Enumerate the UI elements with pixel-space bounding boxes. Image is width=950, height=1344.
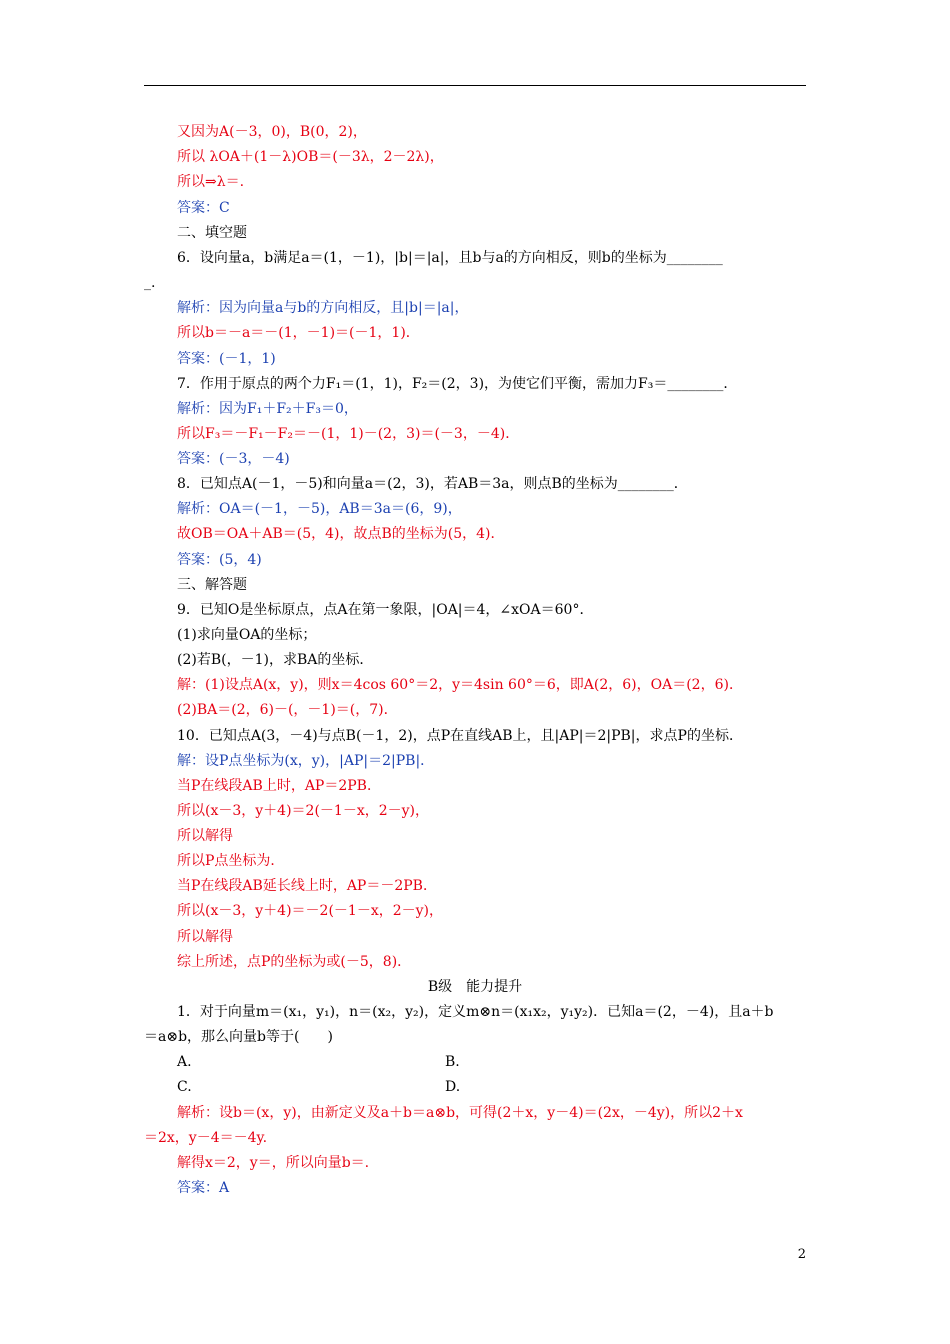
section-heading: 二、填空题 (177, 225, 247, 241)
solution-line: 所以解得 (177, 929, 233, 945)
question-line: 7．作用于原点的两个力F₁＝(1，1)，F₂＝(2，3)，为使它们平衡，需加力F₃＝________． (177, 376, 738, 392)
solution-line: 解析：OA＝(－1，－5)，AB＝3a＝(6，9)， (177, 501, 462, 517)
solution-line: 解析：因为向量a与b的方向相反，且|b|＝|a|， (177, 300, 469, 316)
text-line: 所以 λOA＋(1－λ)OB＝(－3λ，2－2λ)， (177, 149, 444, 165)
option-a: A. (177, 1054, 192, 1070)
question-line: 10．已知点A(3，－4)与点B(－1，2)，点P在直线AB上，且|AP|＝2|PB|，求点P的坐标． (177, 728, 743, 744)
header-rule (144, 85, 806, 86)
question-line: 9．已知O是坐标原点，点A在第一象限，|OA|＝4，∠xOA＝60°． (177, 602, 594, 618)
solution-line: 故OB＝OA＋AB＝(5，4)，故点B的坐标为(5，4)． (177, 526, 505, 542)
solution-line: 所以P点坐标为． (177, 853, 285, 869)
solution-line: 解：设P点坐标为(x，y)，|AP|＝2|PB|． (177, 753, 435, 769)
solution-line: 当P在线段AB上时，AP＝2PB． (177, 778, 381, 794)
section-heading: B级 能力提升 (427, 979, 523, 995)
solution-line: ＝2x，y－4＝－4y. (144, 1130, 268, 1146)
question-line: (2)若B(，－1)，求BA的坐标． (177, 652, 374, 668)
page-number: 2 (797, 1247, 806, 1262)
answer-line: 答案：(5，4) (177, 552, 262, 568)
solution-line: 当P在线段AB延长线上时，AP＝－2PB． (177, 878, 437, 894)
solution-line: (2)BA＝(2，6)－(，－1)＝(，7)． (177, 702, 398, 718)
option-c: C. (177, 1079, 192, 1095)
solution-line: 所以解得 (177, 828, 233, 844)
answer-line: 答案：A (177, 1180, 230, 1196)
option-b: B. (445, 1054, 460, 1070)
solution-line: 所以b＝－a＝－(1，－1)＝(－1，1)． (177, 325, 420, 341)
answer-line: 答案：(－3，－4) (177, 451, 290, 467)
option-d: D. (445, 1079, 461, 1095)
question-line: (1)求向量OA的坐标； (177, 627, 317, 643)
question-line: 6．设向量a，b满足a＝(1，－1)，|b|＝|a|，且b与a的方向相反，则b的坐标为________ (177, 250, 723, 266)
text-line: 又因为A(－3，0)，B(0，2)， (177, 124, 367, 140)
answer-line: 答案：(－1，1) (177, 351, 276, 367)
text-line: 所以⇒λ＝. (177, 174, 245, 190)
solution-line: 解得x＝2，y＝，所以向量b＝. (177, 1155, 370, 1171)
answer-line: 答案：C (177, 200, 230, 216)
question-line: 8．已知点A(－1，－5)和向量a＝(2，3)，若AB＝3a，则点B的坐标为________． (177, 476, 688, 492)
section-heading: 三、解答题 (177, 577, 247, 593)
solution-line: 解析：因为F₁＋F₂＋F₃＝0， (177, 401, 358, 417)
solution-line: 解析：设b＝(x，y)，由新定义及a＋b＝a⊗b，可得(2＋x，y－4)＝(2x，－4y)，所以2＋x (177, 1105, 743, 1121)
question-line: 1．对于向量m＝(x₁，y₁)，n＝(x₂，y₂)，定义m⊗n＝(x₁x₂，y₁y₂)．已知a＝(2，－4)，且a＋b (177, 1004, 774, 1020)
question-line: ＝a⊗b，那么向量b等于( ) (144, 1029, 333, 1045)
solution-line: 所以(x－3，y＋4)＝2(－1－x，2－y)， (177, 803, 429, 819)
solution-line: 解：(1)设点A(x，y)，则x＝4cos 60°＝2，y＝4sin 60°＝6，即A(2，6)，OA＝(2，6)． (177, 677, 743, 693)
solution-line: 所以(x－3，y＋4)＝－2(－1－x，2－y)， (177, 903, 443, 919)
solution-line: 所以F₃＝－F₁－F₂＝－(1，1)－(2，3)＝(－3，－4)． (177, 426, 520, 442)
solution-line: 综上所述，点P的坐标为或(－5，8)． (177, 954, 412, 970)
question-line: _. (144, 275, 156, 291)
